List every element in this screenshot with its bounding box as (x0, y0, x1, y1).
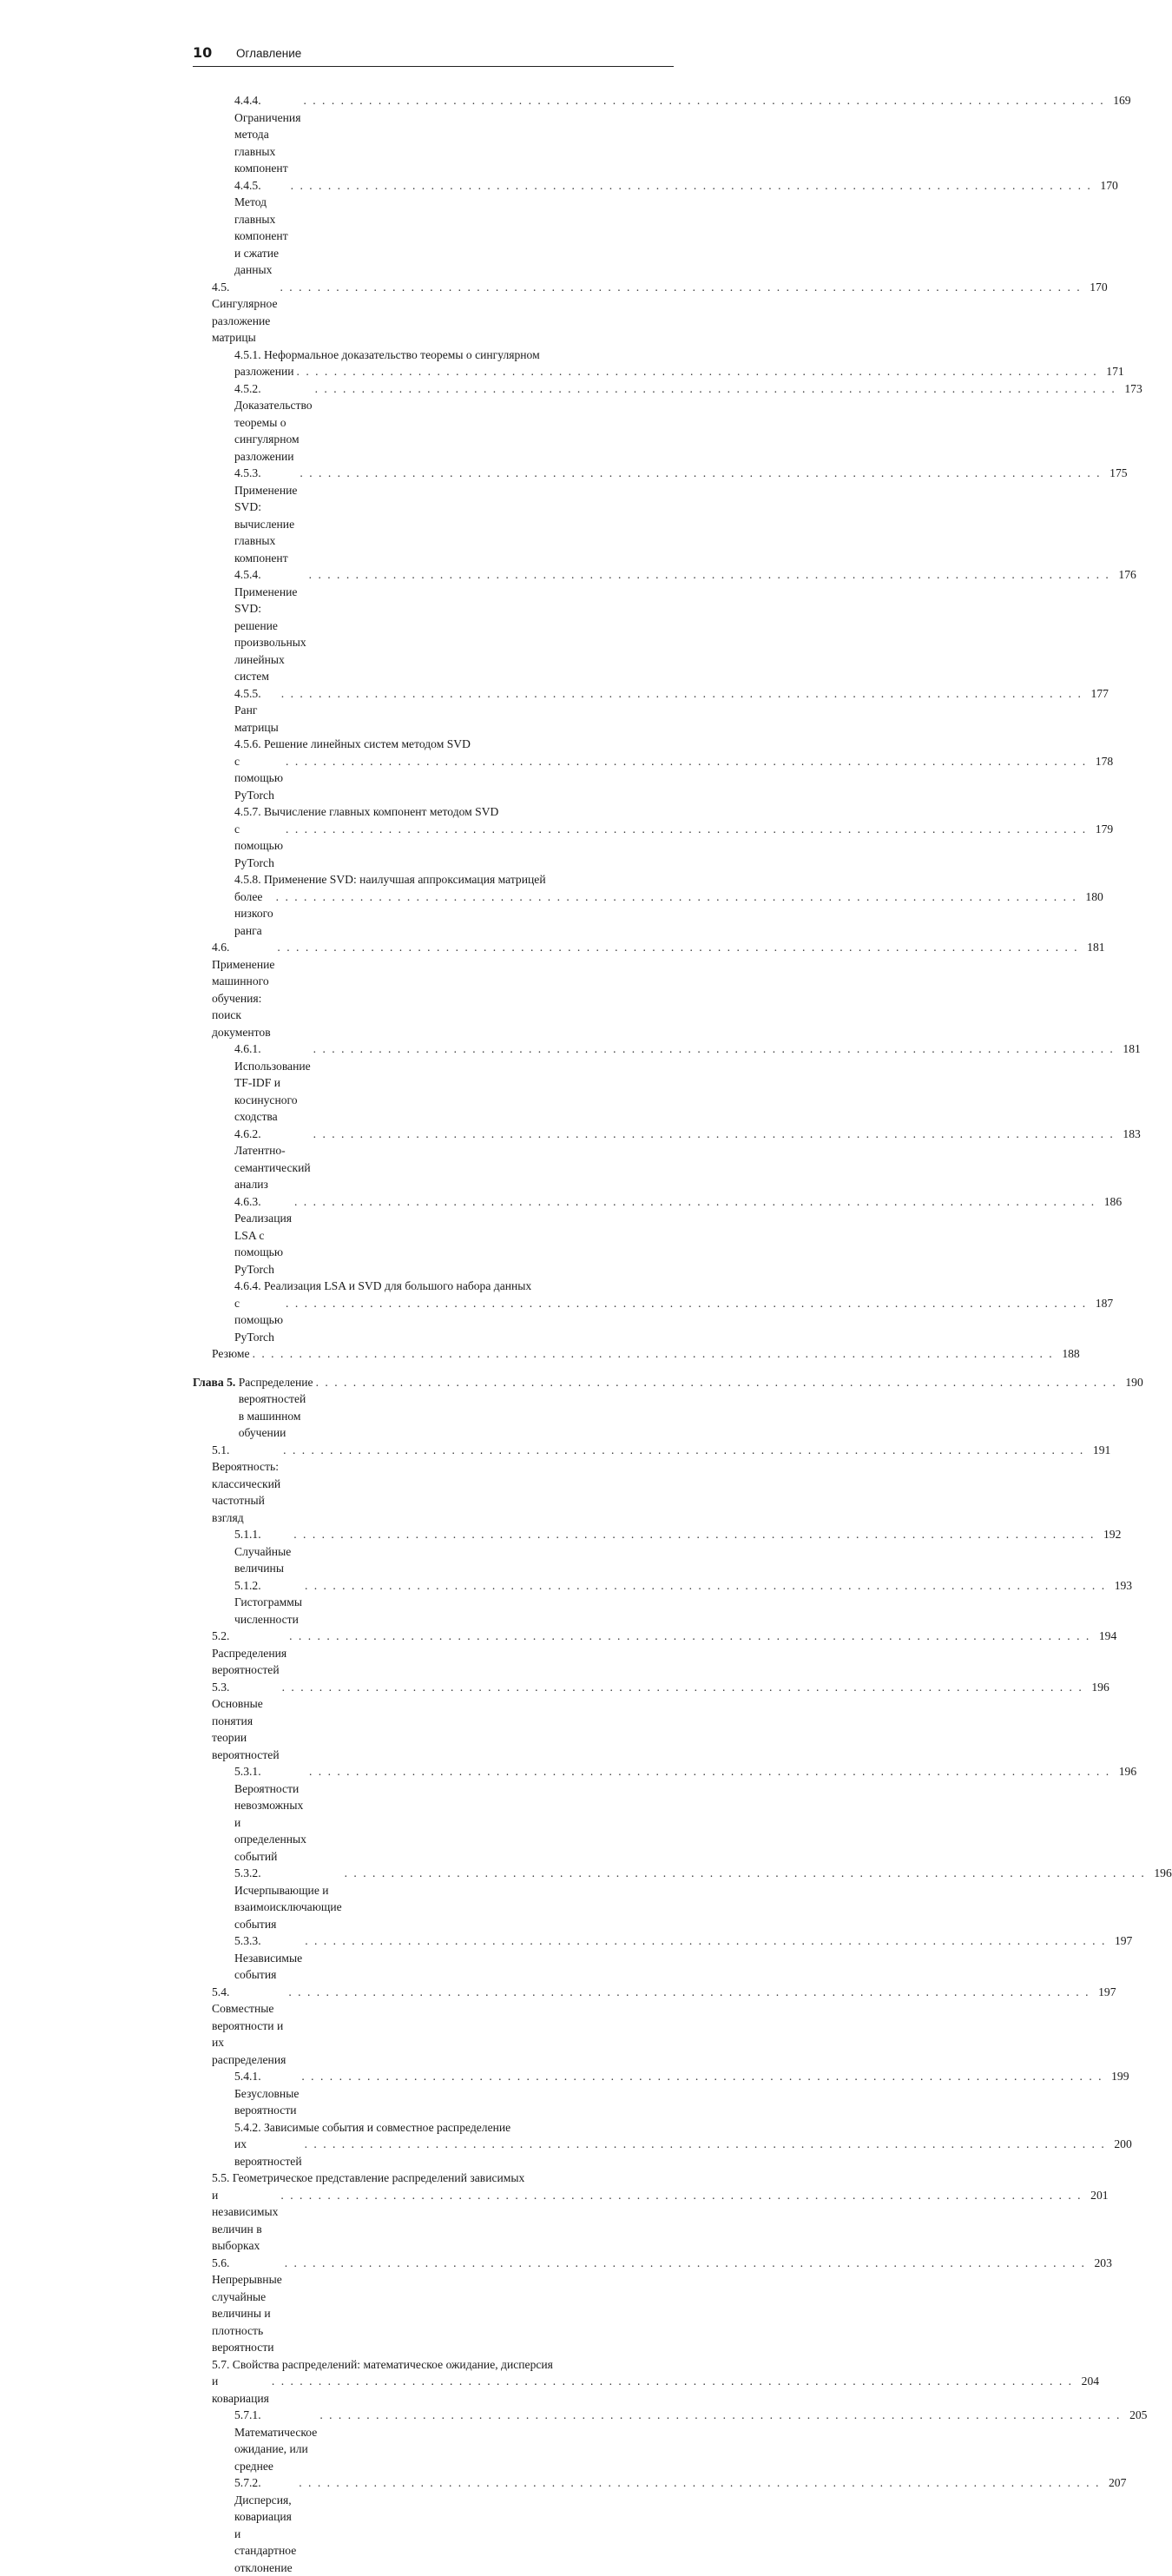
leader-dots (309, 1763, 1110, 1780)
toc-subsection-entry[interactable] (212, 2474, 1127, 2576)
toc-entry-line (234, 465, 1128, 566)
toc-entry-line (212, 1345, 1080, 1363)
toc-page-number: 199 (1111, 2070, 1129, 2083)
table-of-contents (193, 92, 1172, 2576)
toc-subsection-entry[interactable] (212, 1126, 1141, 1193)
toc-page-number: 187 (1095, 1296, 1114, 1310)
toc-subsection-entry[interactable] (212, 803, 1114, 871)
toc-section-entry[interactable] (212, 1679, 1109, 1764)
leader-dots (303, 92, 1104, 109)
toc-entry-line (234, 363, 1124, 380)
leader-dots (286, 753, 1087, 770)
toc-entry-title: 5.7.1. Математическое ожидание, или среднее (234, 2408, 318, 2473)
toc-entry-title-line: 5.4.2. Зависимые события и совместное распределение (234, 2120, 511, 2134)
leader-dots (316, 1374, 1117, 1391)
page-number: 10 (193, 44, 213, 61)
toc-page-number: 190 (1125, 1375, 1143, 1389)
toc-page-number: 203 (1094, 2256, 1112, 2269)
toc-page-number: 170 (1100, 178, 1118, 192)
toc-entry-line (234, 1526, 1122, 1577)
toc-entry-title: 5.3.3. Независимые события (234, 1934, 303, 1981)
toc-subsection-entry[interactable] (212, 465, 1128, 566)
toc-entry-line (234, 1577, 1133, 1628)
toc-page-number: 181 (1087, 941, 1105, 954)
toc-entry-line (234, 2474, 1127, 2576)
leader-dots (313, 1126, 1115, 1143)
leader-dots (289, 1628, 1090, 1645)
leader-dots (305, 1577, 1106, 1595)
toc-page-number: 200 (1114, 2137, 1132, 2150)
toc-entry-line (234, 2136, 1132, 2170)
toc-section-entry[interactable] (212, 2255, 1112, 2356)
toc-subsection-entry[interactable] (212, 347, 1124, 380)
toc-entry-title: с помощью PyTorch (234, 754, 284, 802)
leader-dots (315, 380, 1116, 398)
toc-entry-title: 4.5. Сингулярное разложение матрицы (212, 280, 278, 344)
toc-entry-line (234, 1763, 1137, 1865)
toc-entry-line (234, 821, 1114, 872)
toc-entry-title: 4.4.5. Метод главных компонент и сжатие данных (234, 178, 288, 276)
leader-dots (297, 363, 1098, 380)
leader-dots (253, 1345, 1054, 1363)
toc-entry-line (234, 1865, 1172, 1932)
toc-entry-line (212, 2187, 1109, 2255)
toc-entry-title: 4.6. Применение машинного обучения: поиск документов (212, 941, 275, 1039)
toc-entry-line (234, 1193, 1123, 1278)
toc-page-number: 196 (1154, 1866, 1172, 1879)
toc-entry-title-line: 4.5.7. Вычисление главных компонент методом SVD (234, 805, 499, 818)
leader-dots (293, 1526, 1095, 1543)
toc-entry-line (234, 2068, 1129, 2119)
toc-entry-line (234, 177, 1118, 279)
toc-entry-title: более низкого ранга (234, 889, 273, 937)
toc-entry-line (234, 1295, 1114, 1346)
toc-page-number: 192 (1103, 1528, 1122, 1541)
toc-subsection-entry[interactable] (212, 92, 1131, 177)
toc-subsection-entry[interactable] (212, 1577, 1133, 1628)
toc-entry-title: 5.6. Непрерывные случайные величины и плотность вероятности (212, 2256, 282, 2354)
toc-page-number: 197 (1098, 1985, 1116, 1998)
toc-subsection-entry[interactable] (212, 2068, 1129, 2119)
leader-dots (286, 1295, 1087, 1312)
toc-entry-title: 5.3.1. Вероятности невозможных и определенных событий (234, 1765, 306, 1863)
toc-section-entry[interactable] (212, 939, 1105, 1040)
toc-entry-title: 4.5.5. Ранг матрицы (234, 686, 279, 734)
leader-dots (277, 939, 1078, 956)
chapter-label: Глава 5. (193, 1375, 236, 1389)
toc-entry-line (234, 1040, 1141, 1126)
toc-entry-title-line: 4.5.6. Решение линейных систем методом SVD (234, 737, 471, 750)
leader-dots (319, 2407, 1121, 2424)
toc-page-number: 178 (1095, 754, 1114, 768)
toc-subsection-entry[interactable] (212, 1763, 1137, 1865)
toc-entry-title: 4.5.2. Доказательство теоремы о сингулярном разложении (234, 381, 313, 463)
toc-section-entry[interactable] (212, 1442, 1111, 1527)
toc-entry-line (234, 753, 1114, 804)
toc-page-number: 205 (1129, 2408, 1148, 2421)
toc-section-entry[interactable] (212, 1984, 1116, 2069)
toc-entry-title: 5.1. Вероятность: классический частотный взгляд (212, 1443, 281, 1524)
toc-subsection-entry[interactable] (212, 685, 1109, 736)
toc-chapter-entry[interactable] (193, 1374, 1143, 1442)
toc-entry-title: 4.5.3. Применение SVD: вычисление главных компонент (234, 466, 298, 565)
leader-dots (281, 685, 1083, 703)
leader-dots (282, 1679, 1083, 1696)
toc-page-number: 183 (1123, 1126, 1141, 1140)
toc-page-number: 173 (1124, 381, 1142, 395)
toc-entry-title: 4.6.1. Использование TF-IDF и косинусного сходства (234, 1042, 311, 1123)
toc-entry-title: с помощью PyTorch (234, 822, 284, 869)
toc-page-number: 193 (1114, 1578, 1133, 1592)
toc-section-entry[interactable] (212, 279, 1108, 347)
leader-dots (283, 1442, 1084, 1459)
toc-entry-title: и ковариация (212, 2375, 269, 2405)
toc-subsection-entry[interactable] (212, 2119, 1132, 2170)
toc-entry-line (234, 888, 1103, 940)
toc-section-entry[interactable] (212, 2170, 1109, 2255)
toc-page-number: 180 (1085, 889, 1103, 903)
leader-dots (280, 279, 1082, 296)
toc-page-number: 176 (1118, 568, 1136, 581)
toc-page-number: 169 (1113, 94, 1131, 107)
toc-page-number: 197 (1114, 1934, 1133, 1947)
leader-dots (272, 2373, 1073, 2390)
leader-dots (300, 465, 1101, 482)
toc-subsection-entry[interactable] (212, 177, 1118, 279)
toc-entry-line (234, 2407, 1148, 2474)
toc-entry-title: 5.2. Распределения вероятностей (212, 1629, 287, 1676)
toc-entry-line (234, 566, 1136, 685)
toc-entry-title-line: 5.7. Свойства распределений: математическое ожидание, дисперсия (212, 2357, 553, 2371)
toc-page-number: 179 (1095, 822, 1114, 836)
leader-dots (345, 1865, 1146, 1882)
toc-entry-line (212, 1679, 1109, 1764)
toc-page-number: 194 (1098, 1629, 1117, 1642)
leader-dots (305, 1932, 1106, 1950)
page-header (193, 45, 674, 67)
toc-page-number: 201 (1090, 2188, 1109, 2202)
toc-entry-title-line: 4.5.1. Неформальное доказательство теоремы о сингулярном (234, 347, 540, 361)
leader-dots (280, 2187, 1082, 2204)
toc-entry-title-line: 4.6.4. Реализация LSA и SVD для большого набора данных (234, 1279, 532, 1292)
toc-entry-line (212, 2373, 1100, 2407)
toc-entry-title: 4.4.4. Ограничения метода главных компонент (234, 94, 301, 175)
toc-subsection-entry[interactable] (212, 566, 1136, 685)
toc-entry-title: 5.3.2. Исчерпывающие и взаимоисключающие события (234, 1866, 342, 1931)
toc-page-number: 196 (1091, 1680, 1109, 1694)
toc-page-number: 175 (1109, 466, 1128, 479)
leader-dots (309, 566, 1110, 584)
toc-entry-title: 5.1.1. Случайные величины (234, 1528, 292, 1575)
toc-section-entry[interactable] (212, 1628, 1117, 1679)
toc-page-number: 171 (1106, 365, 1124, 378)
toc-subsection-entry[interactable] (212, 380, 1142, 466)
toc-section-entry[interactable] (212, 1345, 1080, 1363)
toc-entry-line (234, 380, 1142, 466)
toc-entry-title-line: 4.5.8. Применение SVD: наилучшая аппроксимация матрицей (234, 873, 546, 886)
toc-entry-line (212, 939, 1105, 1040)
toc-entry-title: 5.7.2. Дисперсия, ковариация и стандартное отклонение (234, 2476, 297, 2574)
toc-subsection-entry[interactable] (212, 1526, 1122, 1577)
leader-dots (294, 1193, 1096, 1211)
toc-entry-line (193, 1374, 1143, 1442)
toc-entry-title: 4.6.2. Латентно-семантический анализ (234, 1126, 311, 1191)
leader-dots (305, 2136, 1106, 2153)
toc-entry-line (212, 1984, 1116, 2069)
leader-dots (291, 177, 1092, 195)
leader-dots (299, 2474, 1100, 2492)
leader-dots (276, 888, 1077, 906)
toc-entry-line (212, 1442, 1111, 1527)
leader-dots (301, 2068, 1103, 2085)
toc-page-number: 170 (1090, 280, 1108, 294)
toc-subsection-entry[interactable] (212, 1040, 1141, 1126)
toc-subsection-entry[interactable] (212, 1932, 1133, 1984)
toc-entry-title: Распределение вероятностей в машинном обучении (238, 1375, 313, 1439)
toc-entry-title: 4.5.4. Применение SVD: решение произвольных линейных систем (234, 568, 306, 683)
toc-entry-title: 5.4. Совместные вероятности и их распределения (212, 1985, 286, 2066)
toc-page-number: 188 (1062, 1347, 1080, 1360)
toc-subsection-entry[interactable] (212, 736, 1114, 803)
toc-page-number: 181 (1123, 1042, 1141, 1055)
toc-page-number: 207 (1108, 2476, 1127, 2489)
toc-entry-title: 5.1.2. Гистограммы численности (234, 1578, 302, 1626)
toc-entry-title-line: 5.5. Геометрическое представление распределений зависимых (212, 2171, 525, 2184)
toc-subsection-entry[interactable] (212, 2407, 1148, 2474)
toc-entry-line (212, 279, 1108, 347)
toc-entry-line (212, 1628, 1117, 1679)
toc-page-number: 204 (1081, 2375, 1100, 2388)
toc-entry-title: и независимых величин в выборках (212, 2188, 279, 2252)
toc-page-number: 196 (1118, 1765, 1137, 1778)
toc-page-number: 186 (1103, 1194, 1123, 1208)
leader-dots (288, 1984, 1090, 2001)
toc-entry-title: 5.3. Основные понятия теории вероятностей (212, 1680, 280, 1761)
toc-section-entry[interactable] (212, 2356, 1100, 2408)
toc-entry-title: Резюме (212, 1347, 250, 1360)
toc-entry-line (234, 1932, 1133, 1984)
toc-subsection-entry[interactable] (212, 1193, 1123, 1278)
toc-entry-line (234, 685, 1109, 736)
leader-dots (313, 1040, 1115, 1058)
toc-entry-line (234, 92, 1131, 177)
toc-entry-line (212, 2255, 1112, 2356)
toc-page-number: 191 (1092, 1443, 1111, 1456)
toc-entry-title: 4.6.3. Реализация LSA с помощью PyTorch (234, 1194, 292, 1276)
toc-subsection-entry[interactable] (212, 1865, 1172, 1932)
toc-entry-title: разложении (234, 365, 294, 378)
toc-entry-line (234, 1126, 1141, 1193)
toc-subsection-entry[interactable] (212, 1278, 1114, 1345)
toc-entry-title: их вероятностей (234, 2137, 302, 2168)
toc-entry-title: 5.4.1. Безусловные вероятности (234, 2070, 300, 2117)
running-title: Оглавление (236, 47, 302, 60)
toc-subsection-entry[interactable] (212, 871, 1103, 939)
toc-page-number: 177 (1090, 686, 1109, 700)
toc-entry-title: с помощью PyTorch (234, 1296, 284, 1344)
leader-dots (285, 2255, 1086, 2272)
leader-dots (286, 821, 1087, 838)
